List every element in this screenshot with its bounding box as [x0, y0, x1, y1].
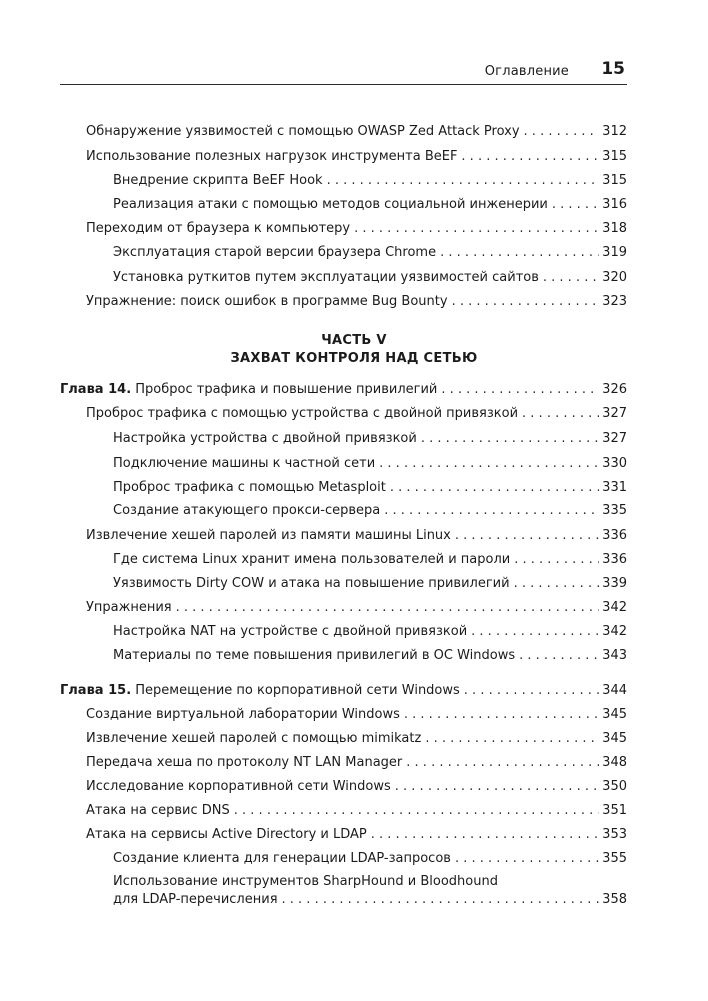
toc-entry[interactable]: для LDAP-перечисления . . . 358	[113, 892, 627, 908]
toc-entry[interactable]: Обнаружение уязвимостей с помощью OWASP Zed Attack Proxy . . . 312	[86, 124, 627, 140]
chapter-entry[interactable]: Глава 14. Проброс трафика и повышение привилегий . . . 326	[60, 382, 627, 398]
leader-dots	[471, 624, 599, 640]
leader-dots	[543, 270, 599, 286]
leader-dots	[384, 503, 599, 519]
leader-dots	[406, 755, 599, 771]
page-number: 15	[601, 59, 625, 79]
toc-entry[interactable]: Эксплуатация старой версии браузера Chrome . . . 319	[113, 245, 627, 261]
leader-dots	[441, 382, 599, 398]
leader-dots	[421, 431, 599, 447]
leader-dots	[464, 683, 599, 699]
toc-entry[interactable]: Атака на сервисы Active Directory и LDAP . . . 353	[86, 827, 627, 843]
leader-dots	[455, 851, 599, 867]
toc-entry[interactable]: Создание атакующего прокси-сервера . . . 335	[113, 503, 627, 519]
toc-entry[interactable]: Настройка устройства с двойной привязкой . . . 327	[113, 431, 627, 447]
chapter-label: Глава 15.	[60, 683, 132, 698]
toc-entry[interactable]: Где система Linux хранит имена пользователей и пароли . . . 336	[113, 552, 627, 568]
toc-entry[interactable]: Упражнения . . . 342	[86, 600, 627, 616]
leader-dots	[425, 731, 599, 747]
toc-entry-first-line[interactable]: Использование инструментов SharpHound и Bloodhound	[113, 874, 498, 889]
leader-dots	[354, 221, 599, 237]
leader-dots	[552, 197, 599, 213]
toc-entry[interactable]: Создание клиента для генерации LDAP-запросов . . . 355	[113, 851, 627, 867]
toc-entry[interactable]: Установка руткитов путем эксплуатации уязвимостей сайтов . . . 320	[113, 270, 627, 286]
leader-dots	[455, 528, 599, 544]
toc-entry[interactable]: Проброс трафика с помощью Metasploit . . . 331	[113, 480, 627, 496]
leader-dots	[461, 149, 599, 165]
leader-dots	[514, 576, 600, 592]
toc-entry[interactable]: Исследование корпоративной сети Windows . . . 350	[86, 779, 627, 795]
toc-entry[interactable]: Подключение машины к частной сети . . . 330	[113, 456, 627, 472]
toc-entry[interactable]: Уязвимость Dirty COW и атака на повышение привилегий . . . 339	[113, 576, 627, 592]
leader-dots	[452, 294, 600, 310]
toc-entry[interactable]: Извлечение хешей паролей из памяти машины Linux . . . 336	[86, 528, 627, 544]
leader-dots	[327, 173, 600, 189]
toc-entry[interactable]: Извлечение хешей паролей с помощью mimikatz . . . 345	[86, 731, 627, 747]
toc-entry[interactable]: Настройка NAT на устройстве с двойной привязкой . . . 342	[113, 624, 627, 640]
running-header-title: Оглавление	[484, 64, 569, 79]
chapter-entry[interactable]: Глава 15. Перемещение по корпоративной сети Windows . . . 344	[60, 683, 627, 699]
leader-dots	[404, 707, 599, 723]
chapter-title: Проброс трафика и повышение привилегий	[135, 382, 438, 397]
toc-entry[interactable]: Переходим от браузера к компьютеру . . . 318	[86, 221, 627, 237]
part-title: ЗАХВАТ КОНТРОЛЯ НАД СЕТЬЮ	[230, 351, 478, 366]
leader-dots	[395, 779, 599, 795]
leader-dots	[390, 480, 599, 496]
toc-entry[interactable]: Атака на сервис DNS . . . 351	[86, 803, 627, 819]
leader-dots	[514, 552, 599, 568]
toc-entry[interactable]: Проброс трафика с помощью устройства с двойной привязкой . . . 327	[86, 406, 627, 422]
leader-dots	[371, 827, 599, 843]
leader-dots	[519, 648, 599, 664]
leader-dots	[524, 124, 600, 140]
leader-dots	[176, 600, 600, 616]
leader-dots	[282, 892, 600, 908]
toc-entry[interactable]: Внедрение скрипта BeEF Hook . . . 315	[113, 173, 627, 189]
leader-dots	[234, 803, 599, 819]
toc-entry[interactable]: Реализация атаки с помощью методов социальной инженерии . . . 316	[113, 197, 627, 213]
toc-entry[interactable]: Упражнение: поиск ошибок в программе Bug Bounty . . . 323	[86, 294, 627, 310]
leader-dots	[522, 406, 599, 422]
part-number: ЧАСТЬ V	[321, 333, 387, 348]
toc-entry[interactable]: Передача хеша по протоколу NT LAN Manager . . . 348	[86, 755, 627, 771]
chapter-title: Перемещение по корпоративной сети Windows	[135, 683, 460, 698]
chapter-label: Глава 14.	[60, 382, 132, 397]
toc-entry[interactable]: Создание виртуальной лаборатории Windows . . . 345	[86, 707, 627, 723]
toc-entry[interactable]: Материалы по теме повышения привилегий в ОС Windows . . . 343	[113, 648, 627, 664]
leader-dots	[440, 245, 599, 261]
toc-entry[interactable]: Использование полезных нагрузок инструмента BeEF . . . 315	[86, 149, 627, 165]
leader-dots	[379, 456, 599, 472]
